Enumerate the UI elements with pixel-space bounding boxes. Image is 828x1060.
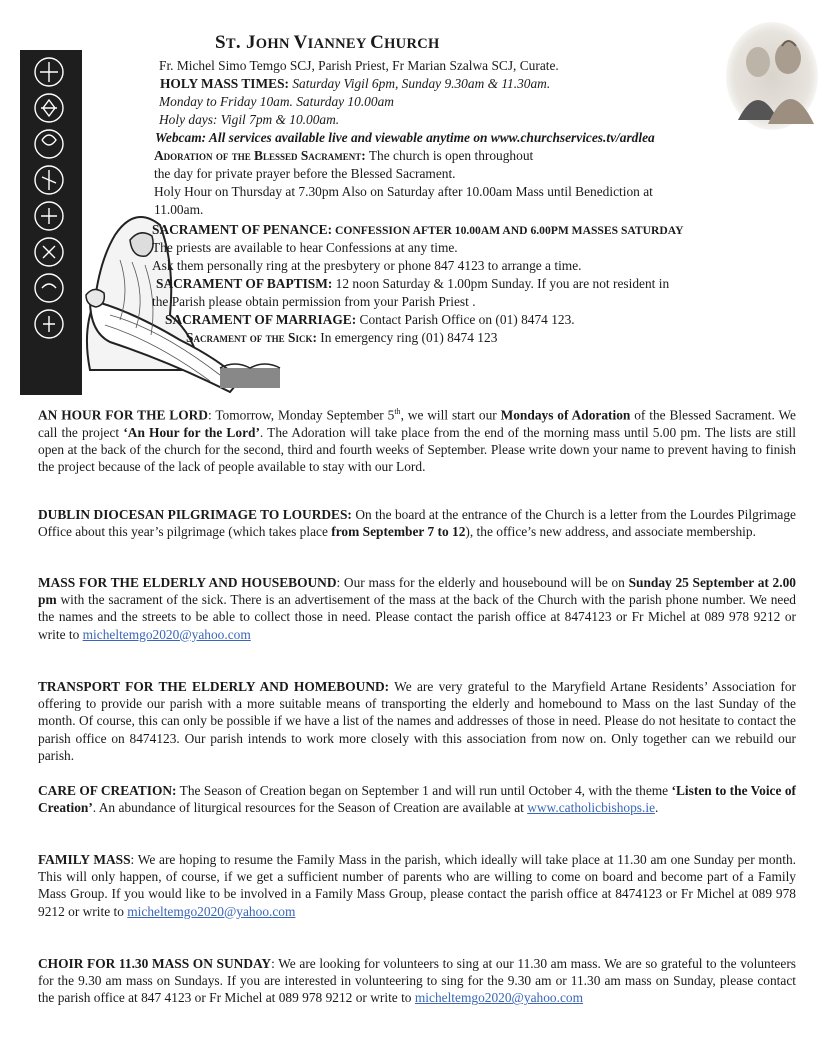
notice-elderly-mass: MASS FOR THE ELDERLY AND HOUSEBOUND: Our mass for the elderly and housebound will be on Sunday 25 September at 2.00 pm with the sacrament of the sick. There is an advertisement of the mass at the back of the Church with the parish phone number. We need the names and the streets to be able to collect those in need. Please contact the parish office at 8474123 or Fr Michel at 089 978 9212 or write to micheltemgo2020@yahoo.com	[38, 575, 796, 642]
notice-hour-for-the-lord: AN HOUR FOR THE LORD: Tomorrow, Monday September 5th, we will start our Mondays of Adoration of the Blessed Sacrament. We call the project ‘An Hour for the Lord’. The Adoration will take place from the end of the morning mass until 5.00 pm. The lists are still open at the back of the church for the second, third and fourth weeks of September. Please write down your name to prevent having to finish the project because of the lack of people available to stay with our Lord.	[38, 407, 796, 475]
penance-line-2: The priests are available to hear Confessions at any time.	[152, 240, 458, 255]
penance-line: SACRAMENT OF PENANCE: CONFESSION AFTER 10.00AM AND 6.00PM MASSES SATURDAY	[152, 222, 684, 237]
holy-hour-line: Holy Hour on Thursday at 7.30pm Also on Saturday after 10.00am Mass until Benediction at	[154, 184, 653, 199]
notice-transport: TRANSPORT FOR THE ELDERLY AND HOMEBOUND: We are very grateful to the Maryfield Artane Residents’ Association for offering to provide our parish with a more suitable means of transporting the elderly and homebound to Mass on the last Sunday of the month. Of course, this can only be possible if we have a list of the names and addresses of those in need. Please do not hesitate to contact the parish office on 8474123. Our parish intends to work more closely with this association from now on. Only together can we rebuild our parish.	[38, 679, 796, 763]
church-title: ST. JOHN VIANNEY CHURCH	[215, 32, 440, 53]
email-link[interactable]: micheltemgo2020@yahoo.com	[127, 903, 296, 919]
holy-hour-end-line: 11.00am.	[154, 202, 204, 217]
notice-choir: CHOIR FOR 11.30 MASS ON SUNDAY: We are looking for volunteers to sing at our 11.30 am mass. We are so grateful to the volunteers for the 9.30 am mass on Sundays. If you are interested in volunteering to sing for the 9.30 am or 11.30 am mass on Sunday, please contact the parish office at 847 4123 or Fr Michel at 089 978 9212 or write to micheltemgo2020@yahoo.com	[38, 956, 796, 1006]
adoration-line: Adoration of the Blessed Sacrament: The church is open throughout	[154, 148, 534, 163]
mass-times-line: HOLY MASS TIMES: Saturday Vigil 6pm, Sunday 9.30am & 11.30am.	[160, 76, 551, 91]
saints-portrait-image	[724, 20, 820, 132]
sick-line: Sacrament of the Sick: In emergency ring (01) 8474 123	[186, 330, 498, 345]
baptism-line: SACRAMENT OF BAPTISM: 12 noon Saturday & 1.00pm Sunday. If you are not resident in	[156, 276, 670, 291]
notice-care-of-creation: CARE OF CREATION: The Season of Creation began on September 1 and will run until October 4, with the theme ‘Listen to the Voice of Creation’. An abundance of liturgical resources for the Season of Creation are available at www.catholicbishops.ie.	[38, 783, 796, 816]
clergy-line: Fr. Michel Simo Temgo SCJ, Parish Priest, Fr Marian Szalwa SCJ, Curate.	[159, 58, 559, 73]
webcam-line: Webcam: All services available live and viewable anytime on www.churchservices.tv/ardlea	[155, 130, 655, 145]
catholicbishops-link[interactable]: www.catholicbishops.ie	[527, 800, 656, 816]
penance-line-3: Ask them personally ring at the presbytery or phone 847 4123 to arrange a time.	[152, 258, 582, 273]
email-link[interactable]: micheltemgo2020@yahoo.com	[414, 990, 584, 1006]
holy-days-line: Holy days: Vigil 7pm & 10.00am.	[159, 112, 340, 127]
baptism-line-2: the Parish please obtain permission from your Parish Priest .	[152, 294, 476, 309]
email-link[interactable]: micheltemgo2020@yahoo.com	[82, 626, 251, 642]
notice-family-mass: FAMILY MASS: We are hoping to resume the Family Mass in the parish, which ideally will take place at 11.30 am one Sunday per month. This will only happen, of course, if we get a sufficient number of parents who are willing to come on board and become part of a Family Mass Group. If you would like to be involved in a Family Mass Group, please contact the parish office at 8474123 or Fr Michel at 089 978 9212 or write to micheltemgo2020@yahoo.com	[38, 852, 796, 919]
weekday-mass-line: Monday to Friday 10am. Saturday 10.00am	[159, 94, 394, 109]
notice-lourdes-pilgrimage: DUBLIN DIOCESAN PILGRIMAGE TO LOURDES: On the board at the entrance of the Church is a letter from the Lourdes Pilgrimage Office about this year’s pilgrimage (which takes place from September 7 to 12), the office’s new address, and associate membership.	[38, 507, 796, 540]
marriage-line: SACRAMENT OF MARRIAGE: Contact Parish Office on (01) 8474 123.	[165, 312, 575, 327]
adoration-line-2: the day for private prayer before the Blessed Sacrament.	[154, 166, 456, 181]
